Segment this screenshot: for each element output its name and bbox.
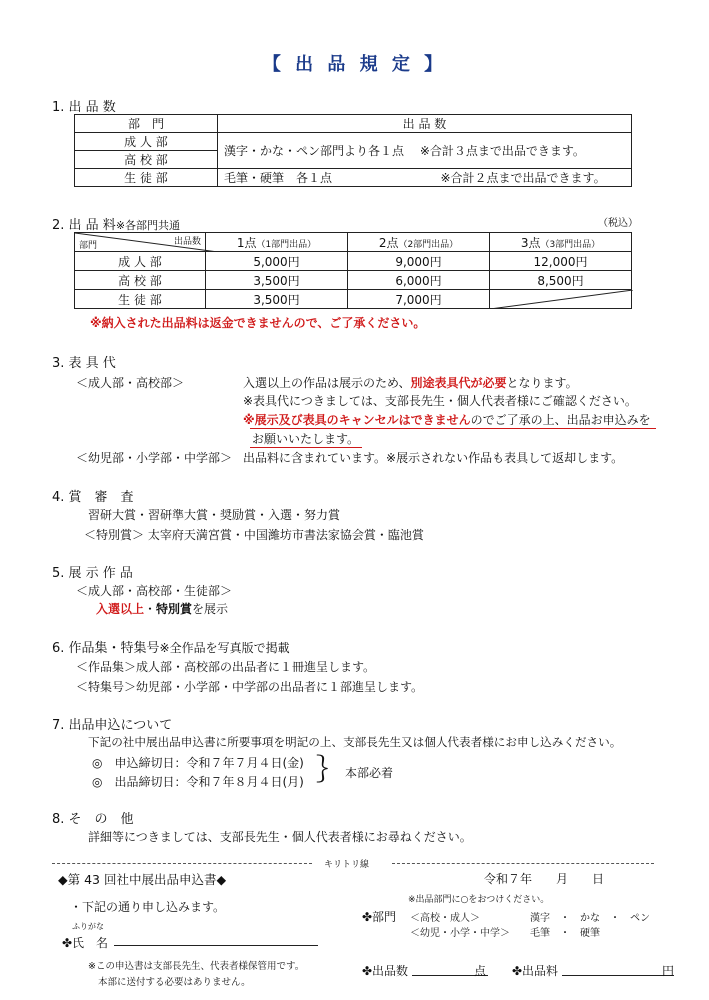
form-intro: ・下記の通り申し込みます。 xyxy=(70,900,226,914)
entry-count-table xyxy=(74,114,632,187)
name-label: ✤氏 名 xyxy=(62,936,109,950)
tax-note: （税込） xyxy=(598,218,638,229)
mount-line-3-b: のでご了承の上、出品お申込みを xyxy=(470,413,651,427)
adult-hs-count: 漢字・かな・ペン部門より各１点 ※合計３点まで出品できます。 xyxy=(218,133,632,169)
count-unit: 点 xyxy=(474,964,487,978)
section-1-heading: 1. 出 品 数 xyxy=(52,100,116,115)
fee-col-1 xyxy=(206,233,348,252)
form-title: ◆第 43 回社中展出品申込書◆ xyxy=(58,872,227,887)
dept-group-2: ＜幼児・小学・中学＞ xyxy=(410,928,510,939)
dept-group-1-options[interactable]: 漢字 ・ かな ・ ペン xyxy=(530,913,650,924)
furigana-label: ふりがな xyxy=(72,922,104,931)
fee-student-1: 3,500円 xyxy=(206,290,348,309)
page-title: 【 出 品 規 定 】 xyxy=(262,54,447,75)
form-date: 令和７年 月 日 xyxy=(484,872,605,886)
arrival-note: 本部必着 xyxy=(345,766,394,780)
name-field-line[interactable] xyxy=(114,945,318,946)
student-count xyxy=(218,169,632,187)
dept-note: ※出品部門に○をおつけください。 xyxy=(408,895,550,905)
fee-col-2-sub: （2部門出品） xyxy=(398,239,459,250)
fee-col-3 xyxy=(490,233,632,252)
section-3-heading: 3. 表 具 代 xyxy=(52,356,116,371)
section-5-heading: 5. 展 示 作 品 xyxy=(52,566,133,581)
dept-group-2-options[interactable]: 毛筆 ・ 硬筆 xyxy=(530,928,600,939)
fee-dept-student: 生 徒 部 xyxy=(75,290,206,309)
fee-table xyxy=(74,232,632,309)
section-6-heading xyxy=(52,637,290,656)
cut-line-left xyxy=(52,863,312,864)
dept-student: 生 徒 部 xyxy=(75,169,218,187)
fee-hs-1: 3,500円 xyxy=(206,271,348,290)
apply-deadline: ◎ 申込締切日：令和７年７月４日(金) xyxy=(92,756,304,770)
display-selected: 入選以上 xyxy=(96,602,145,616)
fee-student-2: 7,000円 xyxy=(348,290,490,309)
display-line-1: ＜成人部・高校部・生徒部＞ xyxy=(76,584,233,598)
th-count: 出 品 数 xyxy=(218,115,632,133)
th-dept: 部 門 xyxy=(75,115,218,133)
section-6-note: ※全作品を写真版で掲載 xyxy=(159,641,290,655)
deadline-bracket: ｝ xyxy=(316,753,345,786)
section-7-heading: 7. 出品申込について xyxy=(52,718,173,733)
fee-field-line[interactable] xyxy=(562,975,674,976)
fee-col-3-sub: （3部門出品） xyxy=(540,239,601,250)
section-6-title: 6. 作品集・特集号 xyxy=(52,641,160,656)
fee-adult-3: 12,000円 xyxy=(490,252,632,271)
apply-line-1: 下記の社中展出品申込書に所要事項を明記の上、支部長先生又は個人代表者様にお申し込みください。 xyxy=(88,735,622,749)
dept-adult: 成 人 部 xyxy=(75,133,218,151)
fee-student-3 xyxy=(490,290,632,309)
mount-line-5: 出品料に含まれています。※展示されない作品も表具して返却します。 xyxy=(243,451,624,465)
awards-line-2: ＜特別賞＞ 太宰府天満宮賞・中国濰坊市書法家協会賞・臨池賞 xyxy=(84,528,424,542)
mount-group-2: ＜幼児部・小学部・中学部＞ xyxy=(76,451,233,465)
mount-line-3 xyxy=(243,411,651,428)
mount-line-1-red: 別途表具代が必要 xyxy=(410,376,507,390)
fee-hs-2: 6,000円 xyxy=(348,271,490,290)
display-special: 特別賞 xyxy=(156,602,193,616)
mount-line-3-red: ※展示及び表具のキャンセルはできません xyxy=(243,413,471,427)
corner-count: 出品数 xyxy=(173,237,201,247)
fee-col-2 xyxy=(348,233,490,252)
mount-group-1: ＜成人部・高校部＞ xyxy=(76,376,185,390)
form-note-1: ※この申込書は支部長先生、代表者様保管用です。 xyxy=(88,961,305,972)
student-count-a: 毛筆・硬筆 各１点 xyxy=(224,171,333,185)
section-2-heading xyxy=(52,214,180,233)
cut-label: キリトリ線 xyxy=(324,860,370,870)
refund-warning: ※納入された出品料は返金できませんので、ご了承ください。 xyxy=(90,316,426,330)
form-note-2: 本部に送付する必要はありません。 xyxy=(98,977,251,988)
display-tail: を展示 xyxy=(192,602,229,616)
na-diagonal xyxy=(490,290,633,309)
section-2-note: ※各部門共通 xyxy=(115,219,181,232)
underline-red-2 xyxy=(250,447,362,448)
fee-col-3-main: 3点 xyxy=(520,235,541,250)
display-sep: ・ xyxy=(144,602,157,616)
fee-hs-3: 8,500円 xyxy=(490,271,632,290)
fee-adult-2: 9,000円 xyxy=(348,252,490,271)
fee-dept-highschool: 高 校 部 xyxy=(75,271,206,290)
fee-col-1-main: 1点 xyxy=(236,235,257,250)
dept-label: ✤部門 xyxy=(362,910,397,924)
fee-label: ✤出品料 xyxy=(512,964,559,978)
underline-red-1 xyxy=(250,428,656,429)
mount-line-2: ※表具代につきましては、支部長先生・個人代表者様にご確認ください。 xyxy=(243,394,637,408)
fee-unit: 円 xyxy=(662,964,675,978)
mount-line-1-a: 入選以上の作品は展示のため、 xyxy=(243,376,411,390)
student-count-b: ※合計２点まで出品できます。 xyxy=(440,171,606,185)
display-line-2 xyxy=(96,600,228,617)
corner-dept: 部門 xyxy=(79,241,98,251)
section-2-title: 2. 出 品 料 xyxy=(52,218,116,233)
awards-line-1: 習研大賞・習研準大賞・奨励賞・入選・努力賞 xyxy=(88,508,341,522)
fee-col-1-sub: （1部門出品） xyxy=(256,239,317,250)
other-line-1: 詳細等につきましては、支部長先生・個人代表者様にお尋ねください。 xyxy=(88,830,472,844)
fee-dept-adult: 成 人 部 xyxy=(75,252,206,271)
mount-line-1-b: となります。 xyxy=(506,376,578,390)
cut-line-right xyxy=(392,863,654,864)
mount-line-1 xyxy=(243,374,578,391)
section-8-heading: 8. そ の 他 xyxy=(52,812,134,827)
fee-table-corner xyxy=(75,233,206,252)
count-label: ✤出品数 xyxy=(362,964,409,978)
fee-adult-1: 5,000円 xyxy=(206,252,348,271)
submit-deadline: ◎ 出品締切日：令和７年８月４日(月) xyxy=(92,775,304,789)
catalog-line-1: ＜作品集＞成人部・高校部の出品者に１冊進呈します。 xyxy=(76,660,376,674)
dept-group-1: ＜高校・成人＞ xyxy=(410,913,480,924)
catalog-line-2: ＜特集号＞幼児部・小学部・中学部の出品者に１部進呈します。 xyxy=(76,680,424,694)
fee-col-2-main: 2点 xyxy=(378,235,399,250)
dept-highschool: 高 校 部 xyxy=(75,151,218,169)
section-4-heading: 4. 賞 審 査 xyxy=(52,490,134,505)
mount-line-4: お願いいたします。 xyxy=(252,432,360,446)
